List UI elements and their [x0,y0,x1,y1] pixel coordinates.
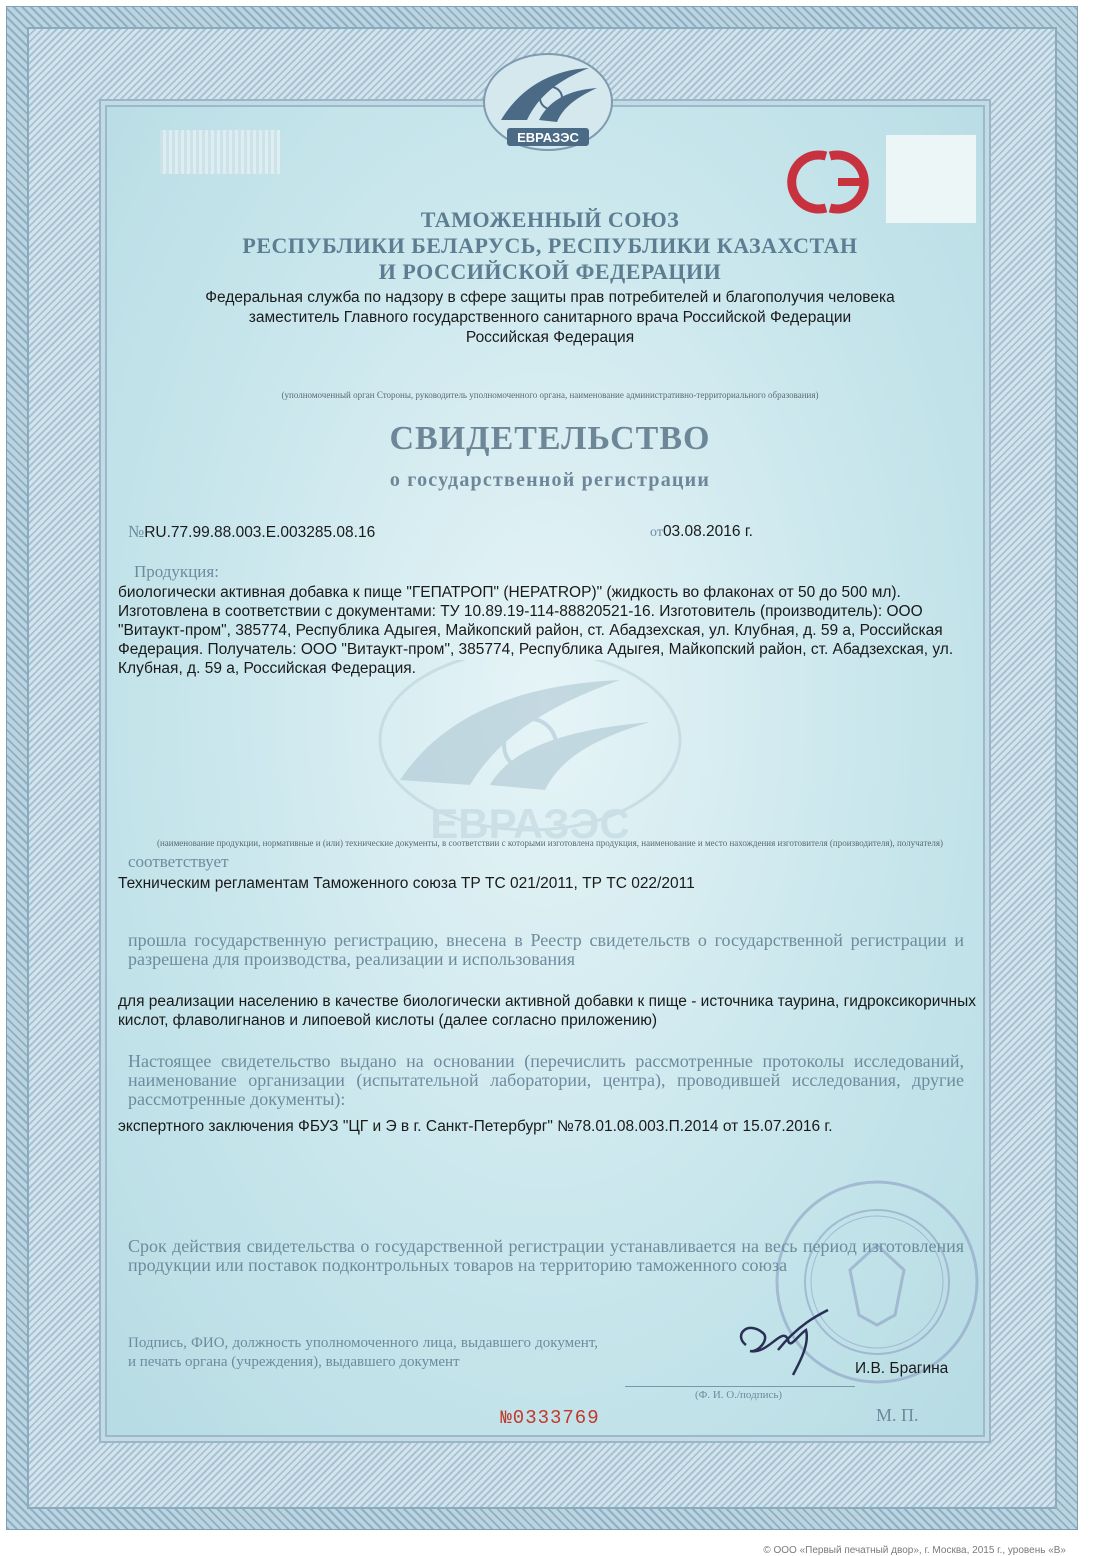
union-title-line3: И РОССИЙСКОЙ ФЕДЕРАЦИИ [378,259,722,284]
validity-text: Срок действия свидетельства о государственной регистрации устанавливается на весь период изготовления продукции или поставок подконтрольных товаров на территорию таможенного союза [128,1236,964,1275]
authority-line2: заместитель Главного государственного санитарного врача Российской Федерации [248,309,852,326]
authority-line1: Федеральная служба по надзору в сфере защиты прав потребителей и благополучия человека [205,289,895,306]
evrazes-watermark-icon [360,660,700,850]
form-number: №0333769 [500,1407,600,1429]
product-label: Продукция: [134,562,219,581]
number-value: RU.77.99.88.003.Е.003285.08.16 [144,524,376,541]
usage-label: прошла государственную регистрацию, внесена в Реестр свидетельств о государственной регистрации и разрешена для производства, реализации и использования [128,930,964,969]
authority-line3: Российская Федерация [465,329,635,346]
svg-text:ЕВРАЗЭС: ЕВРАЗЭС [517,130,579,145]
printer-footer: © ООО «Первый печатный двор», г. Москва, 2015 г., уровень «В» [763,1545,1066,1556]
product-text: биологически активная добавка к пище "ГЕПАТРОП" (HEPATROP)" (жидкость во флаконах от 50 до 500 мл). Изготовлена в соответствии с документами: ТУ 10.89.19-114-88820521-16. Изготовитель (производитель): ООО "Витаукт-пром", 385774, Республика Адыгея, Майкопский район, ст. Абадзехская, ул. Клубная, д. 59 а, Российская Федерация. Получатель: ООО "Витаукт-пром", 385774, Республика Адыгея, Майкопский район, ст. Абадзехская, ул. Клубная, д. 59 а, Российская Федерация. [118,584,954,677]
basis-label: Настоящее свидетельство выдано на основании (перечислить рассмотренные протоколы исследований, наименование организации (испытательной лаборатории, центра), проводившей исследования, другие рассмотренные документы): [128,1051,964,1109]
evrazes-emblem-icon [479,50,617,160]
svg-text:ЕВРАЗЭС: ЕВРАЗЭС [430,800,630,847]
document-subtitle: о государственной регистрации [389,469,711,491]
union-title-line2: РЕСПУБЛИКИ БЕЛАРУСЬ, РЕСПУБЛИКИ КАЗАХСТАН [242,233,858,258]
signature-line-caption: (Ф. И. О./подпись) [695,1389,783,1401]
basis-text: экспертного заключения ФБУЗ "ЦГ и Э в г. Санкт-Петербург" №78.01.08.003.П.2014 от 15.07.2016 г. [118,1118,833,1135]
handwritten-signature-icon [728,1305,833,1380]
date-prefix: от [650,525,663,540]
document-title: СВИДЕТЕЛЬСТВО [389,420,711,457]
seal-label: М. П. [876,1405,919,1425]
signature-line [625,1386,855,1387]
product-caption: (наименование продукции, нормативные и (или) технические документы, в соответствии с которыми изготовлена продукция, наименование и место нахождения изготовителя (производителя), получателя) [156,838,944,848]
authority-caption: (уполномоченный орган Стороны, руководитель уполномоченного органа, наименование административно-территориального образования) [281,390,819,400]
conformity-text: Техническим регламентам Таможенного союза ТР ТС 021/2011, ТР ТС 022/2011 [118,875,695,892]
date-value: 03.08.2016 г. [662,523,753,540]
signatory-name: И.В. Брагина [855,1360,949,1377]
hologram-strip [160,130,280,174]
union-title-line1: ТАМОЖЕННЫЙ СОЮЗ [420,207,680,232]
registration-number [128,522,375,542]
usage-text: для реализации населению в качестве биологически активной добавки к пище - источника таурина, гидроксикоричных кислот, флаволигнанов и липоевой кислоты (далее согласно приложению) [118,993,976,1029]
conformity-label: соответствует [128,852,229,871]
number-prefix: № [128,522,145,541]
signature-caption: Подпись, ФИО, должность уполномоченного лица, выдавшего документ, и печать органа (учреждения), выдавшего документ [128,1335,598,1370]
registration-date [650,522,753,541]
